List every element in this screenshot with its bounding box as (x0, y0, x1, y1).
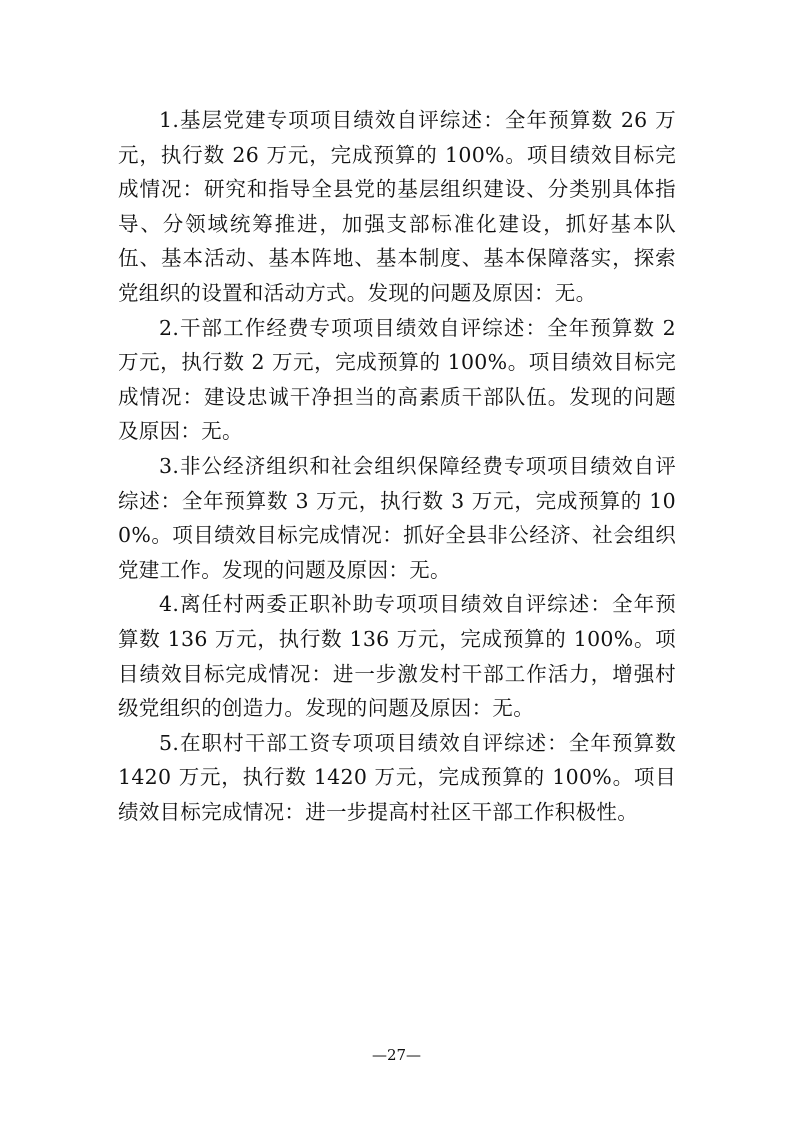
paragraph-party-building: 1.基层党建专项项目绩效自评综述：全年预算数 26 万元，执行数 26 万元，完成预算的 100%。项目绩效目标完成情况：研究和指导全县党的基层组织建设、分类别具体指导、分领域统筹推进，加强支部标准化建设，抓好基本队伍、基本活动、基本阵地、基本制度、基本保障落实，探索党组织的设置和活动方式。发现的问题及原因：无。 (118, 108, 676, 305)
page-number: —27— (371, 1046, 422, 1064)
paragraph-nonpublic-organizations: 3.非公经济组织和社会组织保障经费专项项目绩效自评综述：全年预算数 3 万元，执行数 3 万元，完成预算的 100%。项目绩效目标完成情况：抓好全县非公经济、社会组织党建工作。发现的问题及原因：无。 (118, 453, 676, 582)
paragraph-retired-village-cadre-subsidy: 4.离任村两委正职补助专项项目绩效自评综述：全年预算数 136 万元，执行数 136 万元，完成预算的 100%。项目绩效目标完成情况：进一步激发村干部工作活力，增强村级党组织的创造力。发现的问题及原因：无。 (118, 592, 676, 721)
paragraph-cadre-funding: 2.干部工作经费专项项目绩效自评综述：全年预算数 2 万元，执行数 2 万元，完成预算的 100%。项目绩效目标完成情况：建设忠诚干净担当的高素质干部队伍。发现的问题及原因：无。 (118, 315, 676, 444)
document-body (118, 103, 676, 829)
paragraph-village-cadre-salary: 5.在职村干部工资专项项目绩效自评综述：全年预算数 1420 万元，执行数 1420 万元，完成预算的 100%。项目绩效目标完成情况：进一步提高村社区干部工作积极性。 (118, 730, 676, 824)
